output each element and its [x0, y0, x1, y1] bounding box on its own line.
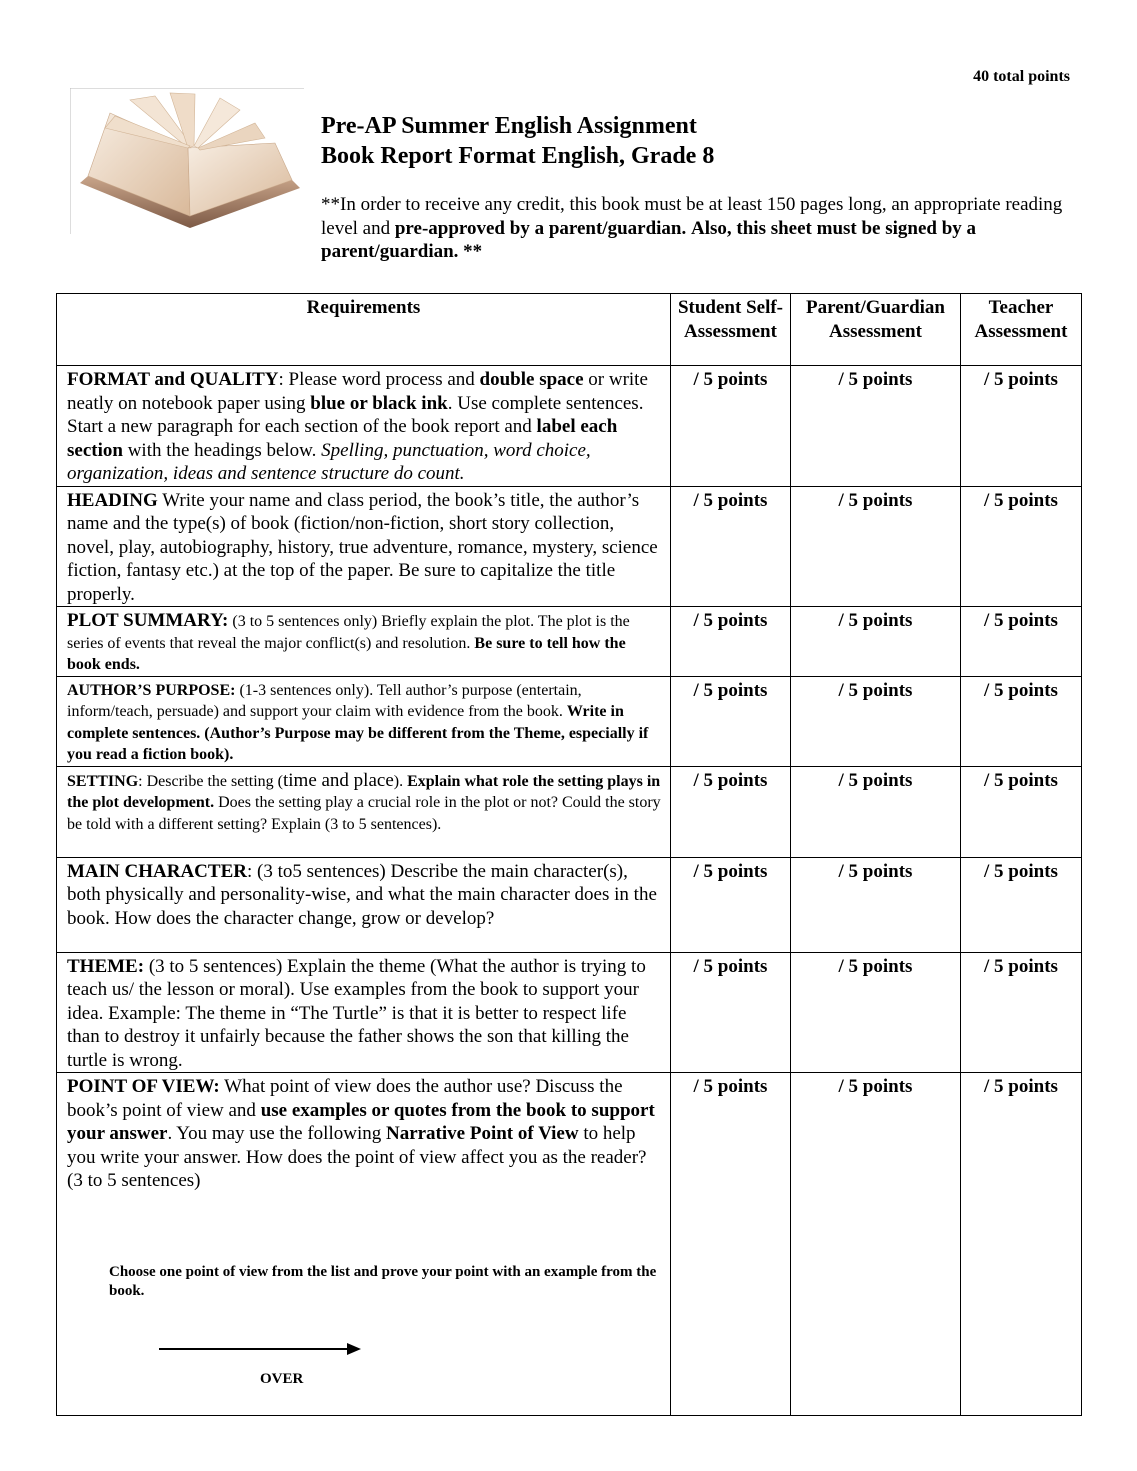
- header-teacher: Teacher Assessment: [961, 294, 1082, 366]
- teacher-points[interactable]: / 5 points: [961, 952, 1082, 1073]
- header-parent: Parent/Guardian Assessment: [791, 294, 961, 366]
- credit-note: **In order to receive any credit, this book must be at least 150 pages long, an appropriate reading level and pre-approved by a parent/guardian. Also, this sheet must be signed by a parent/guardian. **: [321, 194, 1063, 262]
- row-purpose: AUTHOR’S PURPOSE: (1-3 sentences only). Tell author’s purpose (entertain, inform/teach, persuade) and support your claim with evidence from the book. Write in complete sentences. (Author’s Purpose may be different from the Theme, especially if you read a fiction book).: [57, 676, 671, 766]
- parent-points[interactable]: / 5 points: [791, 366, 961, 487]
- page-subtitle: Book Report Format English, Grade 8: [321, 143, 715, 169]
- student-points[interactable]: / 5 points: [671, 1073, 791, 1416]
- table-row: [57, 676, 1082, 766]
- table-row: [57, 607, 1082, 677]
- parent-points[interactable]: / 5 points: [791, 952, 961, 1073]
- student-points[interactable]: / 5 points: [671, 952, 791, 1073]
- open-book-icon: [70, 88, 304, 234]
- student-points[interactable]: / 5 points: [671, 607, 791, 677]
- header-requirements: Requirements: [57, 294, 671, 366]
- table-row: [57, 766, 1082, 857]
- over-label: OVER: [260, 1371, 304, 1387]
- parent-points[interactable]: / 5 points: [791, 766, 961, 857]
- row-character: MAIN CHARACTER: (3 to5 sentences) Describe the main character(s), both physically and personality-wise, and what the main character does in the book. How does the character change, grow or develop?: [57, 857, 671, 952]
- row-format: FORMAT and QUALITY: Please word process and double space or write neatly on notebook paper using blue or black ink. Use complete sentences. Start a new paragraph for each section of the book report and label each section with the headings below. Spelling, punctuation, word choice, organization, ideas and sentence structure do count.: [57, 366, 671, 487]
- teacher-points[interactable]: / 5 points: [961, 607, 1082, 677]
- teacher-points[interactable]: / 5 points: [961, 366, 1082, 487]
- teacher-points[interactable]: / 5 points: [961, 766, 1082, 857]
- teacher-points[interactable]: / 5 points: [961, 1073, 1082, 1416]
- row-theme: THEME: (3 to 5 sentences) Explain the theme (What the author is trying to teach us/ the lesson or moral). Use examples from the book to support your idea. Example: The theme in “The Turtle” is that it is better to respect life than to destroy it unfairly because the father shows the son that killing the turtle is wrong.: [57, 952, 671, 1073]
- table-row: [57, 366, 1082, 487]
- parent-points[interactable]: / 5 points: [791, 1073, 961, 1416]
- student-points[interactable]: / 5 points: [671, 676, 791, 766]
- table-row: [57, 952, 1082, 1073]
- table-row: [57, 1073, 1082, 1416]
- teacher-points[interactable]: / 5 points: [961, 857, 1082, 952]
- teacher-points[interactable]: / 5 points: [961, 486, 1082, 607]
- row-heading: HEADING Write your name and class period, the book’s title, the author’s name and the type(s) of book (fiction/non-fiction, short story collection, novel, play, autobiography, history, true adventure, romance, mystery, science fiction, fantasy etc.) at the top of the paper. Be sure to capitalize the title properly.: [57, 486, 671, 607]
- pov-instruction: Choose one point of view from the list and prove your point with an example from the book.: [109, 1264, 657, 1299]
- title-block: [321, 111, 714, 171]
- teacher-points[interactable]: / 5 points: [961, 676, 1082, 766]
- header-student: Student Self-Assessment: [671, 294, 791, 366]
- page-title: Pre-AP Summer English Assignment: [321, 113, 697, 139]
- parent-points[interactable]: / 5 points: [791, 857, 961, 952]
- student-points[interactable]: / 5 points: [671, 486, 791, 607]
- student-points[interactable]: / 5 points: [671, 366, 791, 487]
- parent-points[interactable]: / 5 points: [791, 676, 961, 766]
- row-plot: PLOT SUMMARY: (3 to 5 sentences only) Briefly explain the plot. The plot is the series of events that reveal the major conflict(s) and resolution. Be sure to tell how the book ends.: [57, 607, 671, 677]
- right-arrow-icon: [159, 1342, 361, 1356]
- table-row: [57, 486, 1082, 607]
- header-row: [57, 294, 1082, 366]
- student-points[interactable]: / 5 points: [671, 766, 791, 857]
- total-points: 40 total points: [973, 68, 1070, 85]
- row-pov: POINT OF VIEW: What point of view does the author use? Discuss the book’s point of view and use examples or quotes from the book to support your answer. You may use the following Narrative Point of View to help you write your answer. How does the point of view affect you as the reader? (3 to 5 sentences) Choose one point of view from the list and prove your point with an example from the book. OVER: [57, 1073, 671, 1416]
- row-setting: SETTING: Describe the setting (time and place). Explain what role the setting plays in the plot development. Does the setting play a crucial role in the plot or not? Could the story be told with a different setting? Explain (3 to 5 sentences).: [57, 766, 671, 857]
- student-points[interactable]: / 5 points: [671, 857, 791, 952]
- table-row: [57, 857, 1082, 952]
- parent-points[interactable]: / 5 points: [791, 607, 961, 677]
- parent-points[interactable]: / 5 points: [791, 486, 961, 607]
- rubric-table: [56, 293, 1082, 1416]
